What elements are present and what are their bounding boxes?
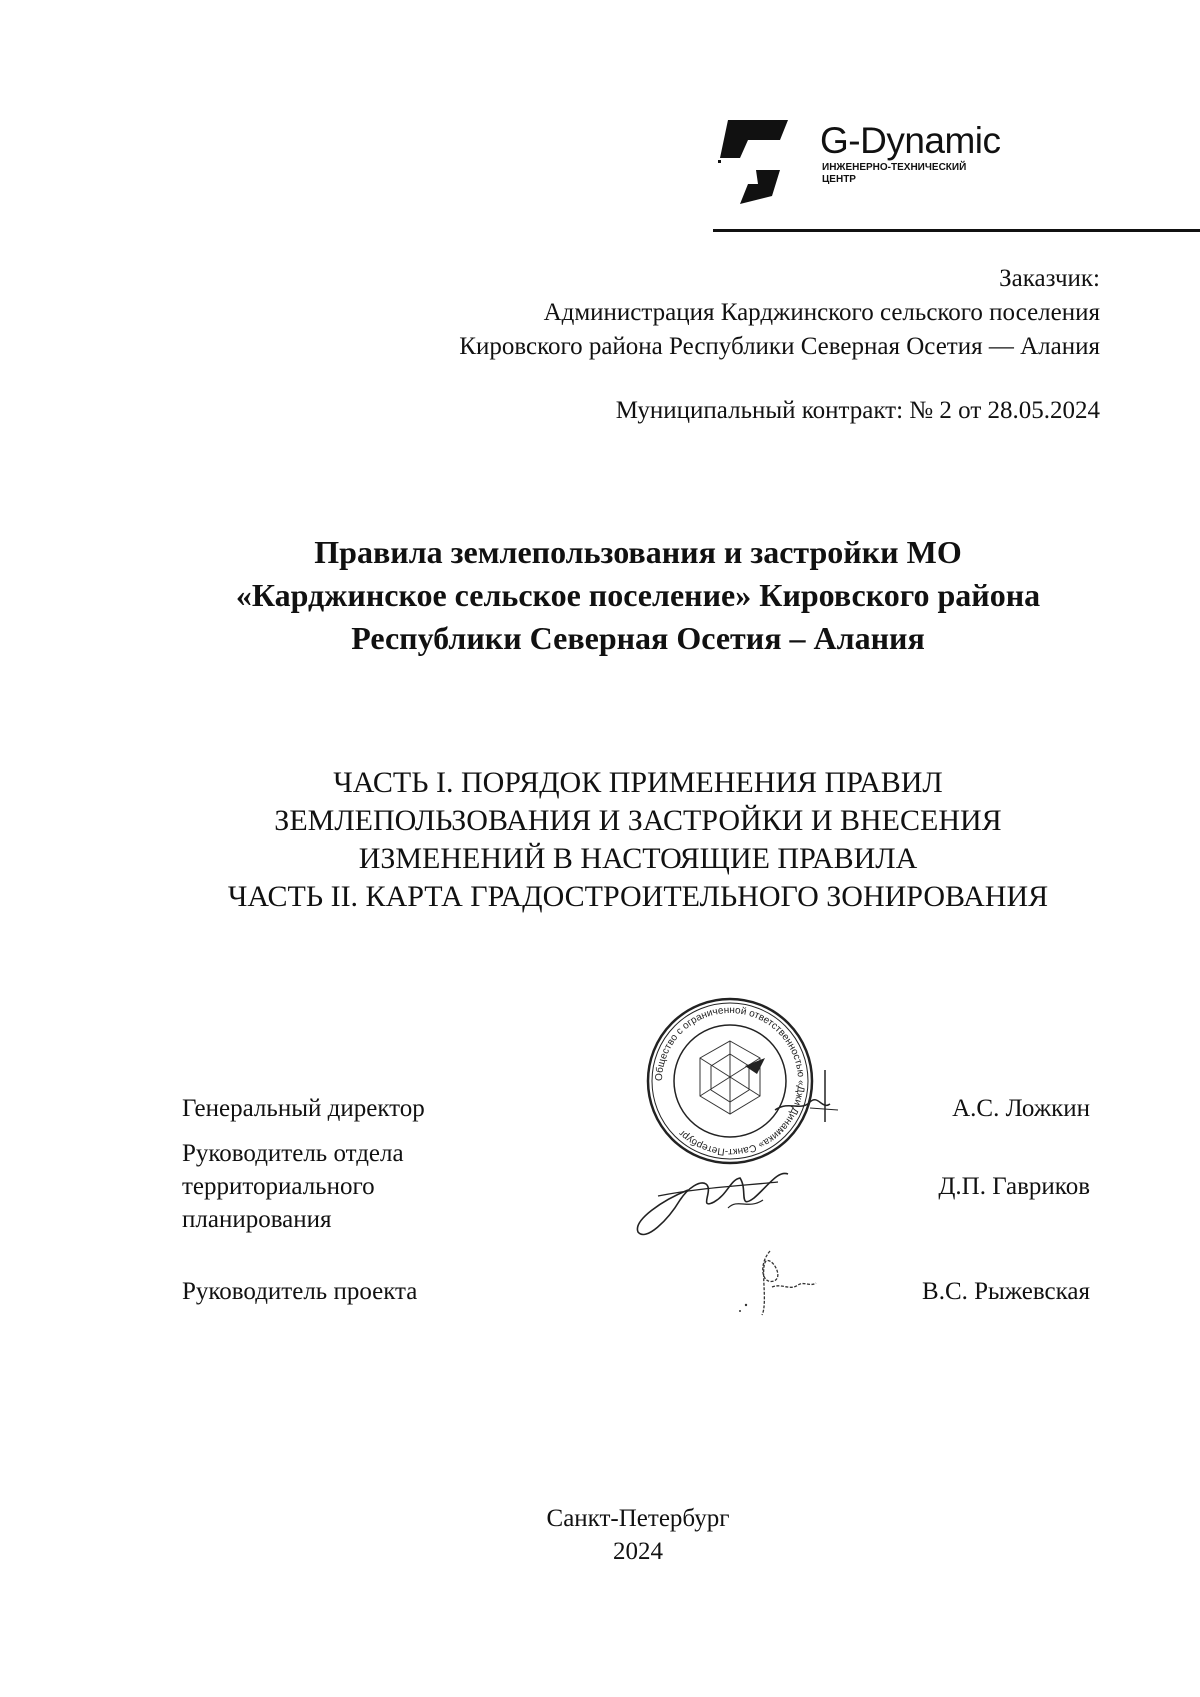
document-title (100, 531, 1176, 660)
logo-subtitle-line1: ИНЖЕНЕРНО-ТЕХНИЧЕСКИЙ (822, 162, 967, 173)
customer-line2: Кировского района Республики Северная Осетия — Алания (459, 333, 1100, 360)
signatory-name-project: В.С. Рыжевская (922, 1278, 1090, 1305)
header-divider (713, 229, 1200, 232)
document-parts (100, 764, 1176, 916)
customer-block (459, 262, 1100, 364)
signatory-role-planning-line1: Руководитель отдела (182, 1140, 404, 1167)
footer (100, 1502, 1176, 1568)
company-logo (718, 118, 1008, 208)
parts-line4: ЧАСТЬ II. КАРТА ГРАДОСТРОИТЕЛЬНОГО ЗОНИРОВАНИЯ (227, 880, 1049, 913)
footer-city: Санкт-Петербург (546, 1505, 730, 1532)
customer-label: Заказчик: (999, 265, 1100, 292)
customer-line1: Администрация Карджинского сельского поселения (543, 299, 1100, 326)
parts-line2: ЗЕМЛЕПОЛЬЗОВАНИЯ И ЗАСТРОЙКИ И ВНЕСЕНИЯ (274, 804, 1002, 837)
signatory-role-planning-line3: планирования (182, 1206, 332, 1233)
signatory-role-planning (182, 1137, 404, 1236)
title-line1: Правила землепользования и застройки МО (314, 534, 962, 570)
signatory-name-planning: Д.П. Гавриков (938, 1173, 1090, 1200)
footer-year: 2024 (613, 1538, 663, 1565)
title-line3: Республики Северная Осетия – Алания (351, 620, 925, 656)
signatory-name-director: А.С. Ложкин (952, 1095, 1090, 1122)
seal-text: Общество с ограниченной ответственностью «Джи Динамика» Санкт-Петербург (653, 1004, 807, 1158)
signature-planning-icon (628, 1150, 808, 1240)
title-line2: «Карджинское сельское поселение» Кировского района (235, 577, 1041, 613)
logo-name: G-Dynamic (820, 120, 1001, 161)
signatory-role-planning-line2: территориального (182, 1173, 375, 1200)
contract-info: Муниципальный контракт: № 2 от 28.05.2024 (615, 397, 1100, 424)
parts-line1: ЧАСТЬ I. ПОРЯДОК ПРИМЕНЕНИЯ ПРАВИЛ (333, 766, 943, 799)
parts-line3: ИЗМЕНЕНИЙ В НАСТОЯЩИЕ ПРАВИЛА (358, 842, 918, 875)
signature-project-icon (732, 1245, 822, 1325)
logo-subtitle-line2: ЦЕНТР (822, 174, 856, 185)
signatory-role-director: Генеральный директор (182, 1095, 425, 1122)
g-dynamic-logo-mark-icon (718, 118, 790, 208)
signature-director-icon (770, 1060, 840, 1130)
signatory-role-project: Руководитель проекта (182, 1278, 418, 1305)
logo-subtitle (822, 162, 966, 186)
